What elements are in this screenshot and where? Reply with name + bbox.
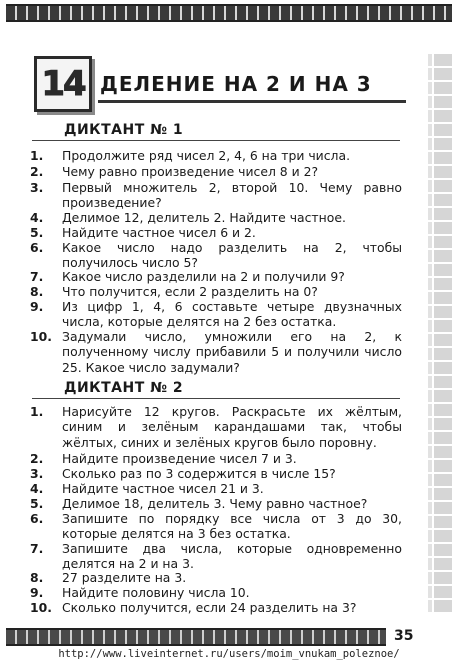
task-text: Запишите два числа, которые одновременно делятся на 2 и на 3. — [62, 541, 402, 572]
task-number: 2. — [30, 164, 44, 179]
dictation-2-task — [30, 600, 402, 615]
dictation-1-task — [30, 164, 402, 179]
task-number: 5. — [30, 225, 44, 240]
dictation-2-rule — [32, 398, 400, 399]
task-text: 27 разделите на 3. — [62, 570, 187, 585]
task-text: Найдите частное чисел 6 и 2. — [62, 225, 256, 240]
lesson-title: ДЕЛЕНИЕ НА 2 И НА 3 — [100, 72, 372, 96]
task-text: Какое число надо разделить на 2, чтобы получилось число 5? — [62, 240, 402, 271]
task-text: Найдите частное чисел 21 и 3. — [62, 481, 264, 496]
task-text: Нарисуйте 12 кругов. Раскрасьте их жёлтым, синим и зелёным карандашами так, чтобы жёлтых, синих и зелёных кругов было поровну. — [62, 404, 402, 450]
footer-url: http://www.liveinternet.ru/users/moim_vnukam_poleznoe/ — [58, 648, 400, 660]
task-text: Какое число разделили на 2 и получили 9? — [62, 269, 345, 284]
task-number: 8. — [30, 570, 44, 585]
task-number: 9. — [30, 585, 44, 600]
task-text: Найдите произведение чисел 7 и 3. — [62, 451, 297, 466]
task-text: Делимое 18, делитель 3. Чему равно частное? — [62, 496, 368, 511]
task-text: Сколько получится, если 24 разделить на 3? — [62, 600, 357, 615]
dictation-1-task — [30, 148, 402, 163]
bottom-decorative-strip — [6, 628, 386, 646]
task-text: Задумали число, умножили его на 2, к полученному числу прибавили 5 и получили число 25. Какое число задумали? — [62, 329, 402, 375]
dictation-1-task — [30, 269, 402, 284]
task-text: Найдите половину числа 10. — [62, 585, 250, 600]
dictation-2-task — [30, 496, 402, 511]
dictation-1-heading: ДИКТАНТ № 1 — [64, 122, 184, 138]
task-text: Запишите по порядку все числа от 3 до 30, которые делятся на 3 без остатка. — [62, 511, 402, 542]
task-text: Первый множитель 2, второй 10. Чему равно произведение? — [62, 180, 402, 211]
task-number: 9. — [30, 299, 44, 314]
title-underline — [98, 100, 406, 103]
dictation-2-task — [30, 570, 402, 585]
task-text: Что получится, если 2 разделить на 0? — [62, 284, 318, 299]
dictation-1-task — [30, 240, 402, 271]
lesson-header — [28, 56, 406, 110]
dictation-1-rule — [32, 140, 400, 141]
dictation-1-task — [30, 180, 402, 211]
top-decorative-strip — [6, 4, 452, 22]
dictation-2-task — [30, 451, 402, 466]
dictation-1-task — [30, 299, 402, 330]
task-text: Из цифр 1, 4, 6 составьте четыре двузначных числа, которые делятся на 2 без остатка. — [62, 299, 402, 330]
task-number: 6. — [30, 511, 44, 526]
dictation-2-task — [30, 541, 402, 572]
task-number: 10. — [30, 600, 52, 615]
dictation-1-task — [30, 210, 402, 225]
task-text: Чему равно произведение чисел 8 и 2? — [62, 164, 319, 179]
page-number: 35 — [394, 628, 414, 644]
task-number: 7. — [30, 269, 44, 284]
task-number: 6. — [30, 240, 44, 255]
dictation-1-task — [30, 329, 402, 375]
task-number: 10. — [30, 329, 52, 344]
dictation-1-task — [30, 225, 402, 240]
task-number: 4. — [30, 481, 44, 496]
task-number: 8. — [30, 284, 44, 299]
dictation-2-task — [30, 511, 402, 542]
task-number: 4. — [30, 210, 44, 225]
lesson-number-badge: 14 — [34, 56, 92, 112]
task-text: Сколько раз по 3 содержится в числе 15? — [62, 466, 336, 481]
right-decorative-inner-strip — [428, 54, 432, 614]
task-number: 1. — [30, 404, 44, 419]
task-number: 2. — [30, 451, 44, 466]
dictation-2-task — [30, 585, 402, 600]
right-decorative-strip — [434, 54, 452, 614]
task-text: Продолжите ряд чисел 2, 4, 6 на три числа. — [62, 148, 351, 163]
task-text: Делимое 12, делитель 2. Найдите частное. — [62, 210, 346, 225]
dictation-2-task — [30, 404, 402, 450]
task-number: 3. — [30, 180, 44, 195]
dictation-1-task — [30, 284, 402, 299]
task-number: 5. — [30, 496, 44, 511]
dictation-2-heading: ДИКТАНТ № 2 — [64, 380, 184, 396]
dictation-2-task — [30, 481, 402, 496]
task-number: 3. — [30, 466, 44, 481]
task-number: 1. — [30, 148, 44, 163]
dictation-2-task — [30, 466, 402, 481]
task-number: 7. — [30, 541, 44, 556]
